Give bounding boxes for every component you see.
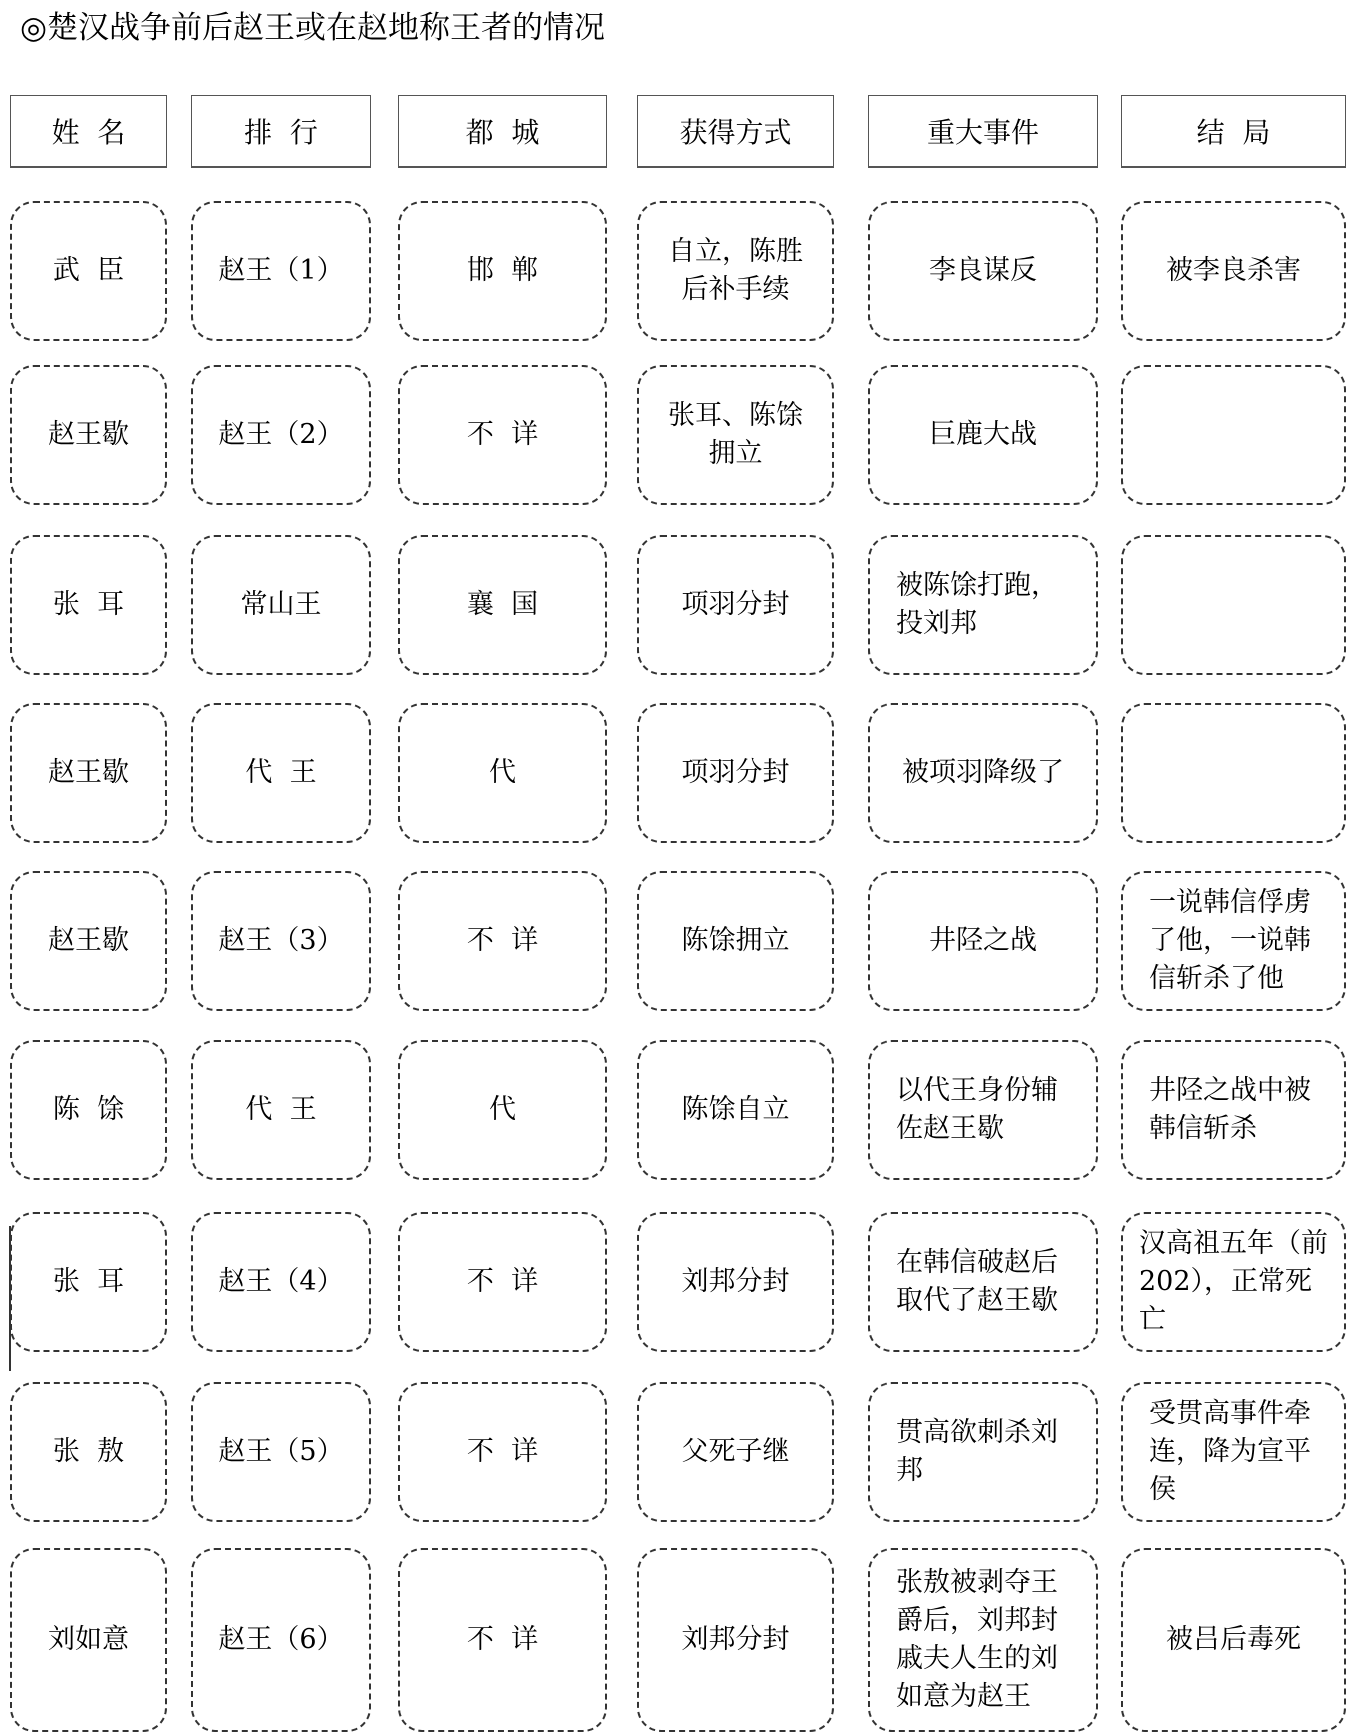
- cell-rank: 赵王（4）: [191, 1212, 371, 1352]
- cell-name: 张 敖: [10, 1382, 167, 1522]
- cell-outcome: [1121, 365, 1346, 505]
- cell-outcome: 一说韩信俘虏 了他，一说韩 信斩杀了他: [1121, 871, 1346, 1011]
- cell-events: 被项羽降级了: [868, 703, 1098, 843]
- cell-capital: 不 详: [398, 1382, 607, 1522]
- cell-capital: 代: [398, 703, 607, 843]
- cell-events: 张敖被剥夺王 爵后，刘邦封 戚夫人生的刘 如意为赵王: [868, 1548, 1098, 1732]
- cell-name: 刘如意: [10, 1548, 167, 1732]
- cell-acquisition: 项羽分封: [637, 535, 834, 675]
- cell-acquisition: 刘邦分封: [637, 1212, 834, 1352]
- cell-outcome: [1121, 535, 1346, 675]
- cell-rank: 赵王（5）: [191, 1382, 371, 1522]
- text-cursor: [9, 1226, 11, 1371]
- cell-events: 被陈馀打跑， 投刘邦: [868, 535, 1098, 675]
- cell-events: 井陉之战: [868, 871, 1098, 1011]
- cell-acquisition: 张耳、陈馀 拥立: [637, 365, 834, 505]
- cell-capital: 襄 国: [398, 535, 607, 675]
- cell-name: 武 臣: [10, 201, 167, 341]
- cell-capital: 不 详: [398, 1548, 607, 1732]
- cell-name: 陈 馀: [10, 1040, 167, 1180]
- cell-rank: 常山王: [191, 535, 371, 675]
- cell-acquisition: 父死子继: [637, 1382, 834, 1522]
- cell-name: 赵王歇: [10, 703, 167, 843]
- cell-name: 张 耳: [10, 1212, 167, 1352]
- cell-events: 在韩信破赵后 取代了赵王歇: [868, 1212, 1098, 1352]
- header-events: 重大事件: [868, 95, 1098, 168]
- header-acquisition: 获得方式: [637, 95, 834, 168]
- cell-rank: 赵王（6）: [191, 1548, 371, 1732]
- header-capital: 都 城: [398, 95, 607, 168]
- cell-capital: 不 详: [398, 365, 607, 505]
- cell-capital: 不 详: [398, 871, 607, 1011]
- cell-acquisition: 自立，陈胜 后补手续: [637, 201, 834, 341]
- cell-rank: 赵王（1）: [191, 201, 371, 341]
- cell-events: 巨鹿大战: [868, 365, 1098, 505]
- cell-capital: 不 详: [398, 1212, 607, 1352]
- cell-capital: 代: [398, 1040, 607, 1180]
- cell-events: 以代王身份辅 佐赵王歇: [868, 1040, 1098, 1180]
- cell-outcome: 井陉之战中被 韩信斩杀: [1121, 1040, 1346, 1180]
- cell-name: 张 耳: [10, 535, 167, 675]
- cell-events: 李良谋反: [868, 201, 1098, 341]
- cell-outcome: [1121, 703, 1346, 843]
- cell-outcome: 被吕后毒死: [1121, 1548, 1346, 1732]
- header-rank: 排 行: [191, 95, 371, 168]
- cell-acquisition: 刘邦分封: [637, 1548, 834, 1732]
- page-title: ◎楚汉战争前后赵王或在赵地称王者的情况: [20, 10, 606, 46]
- cell-outcome: 被李良杀害: [1121, 201, 1346, 341]
- cell-name: 赵王歇: [10, 871, 167, 1011]
- cell-rank: 代 王: [191, 1040, 371, 1180]
- cell-acquisition: 项羽分封: [637, 703, 834, 843]
- cell-rank: 赵王（3）: [191, 871, 371, 1011]
- cell-events: 贯高欲刺杀刘 邦: [868, 1382, 1098, 1522]
- header-outcome: 结 局: [1121, 95, 1346, 168]
- cell-rank: 赵王（2）: [191, 365, 371, 505]
- cell-rank: 代 王: [191, 703, 371, 843]
- cell-acquisition: 陈馀拥立: [637, 871, 834, 1011]
- cell-capital: 邯 郸: [398, 201, 607, 341]
- cell-outcome: 汉高祖五年（前 202），正常死 亡: [1121, 1212, 1346, 1352]
- cell-outcome: 受贯高事件牵 连，降为宣平 侯: [1121, 1382, 1346, 1522]
- header-name: 姓 名: [10, 95, 167, 168]
- cell-name: 赵王歇: [10, 365, 167, 505]
- cell-acquisition: 陈馀自立: [637, 1040, 834, 1180]
